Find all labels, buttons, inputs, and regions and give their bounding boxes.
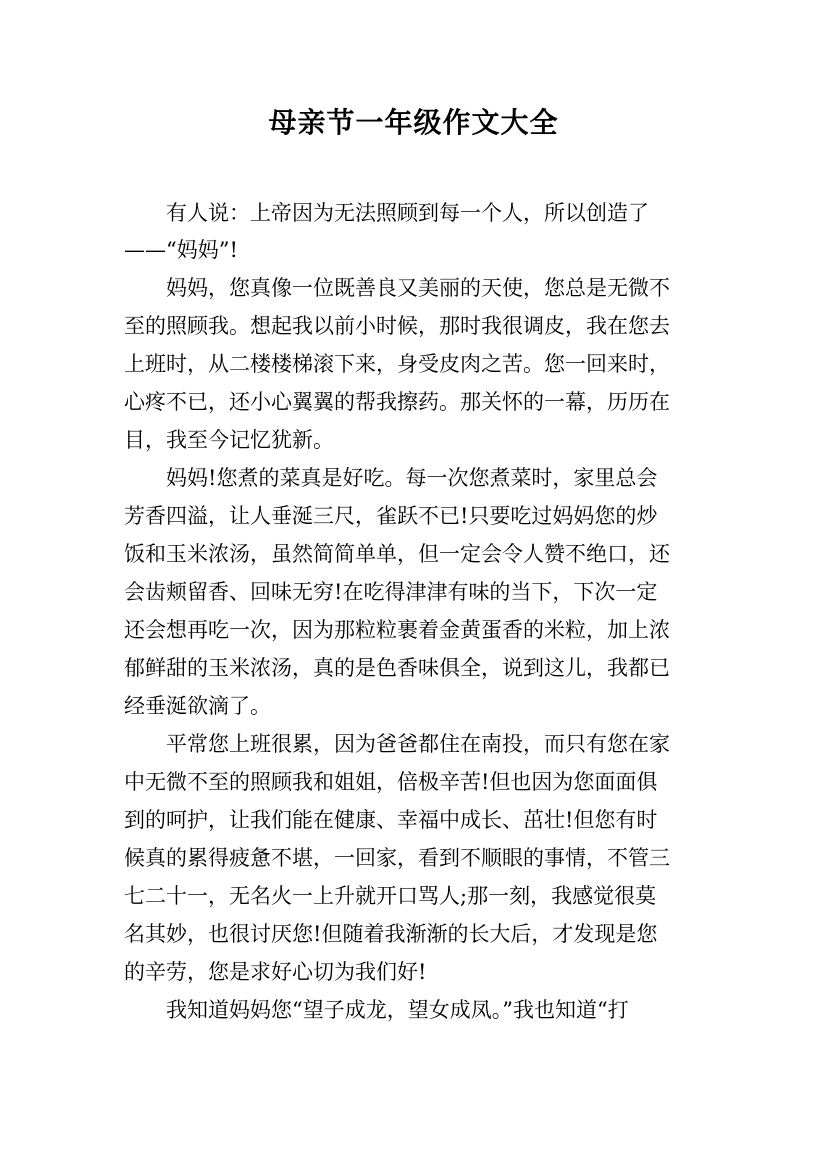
text-line: 上班时，从二楼楼梯滚下来，身受皮肉之苦。您一回来时， <box>124 352 670 376</box>
text-line: 的辛劳，您是求好心切为我们好! <box>124 960 427 984</box>
text-line: 候真的累得疲惫不堪，一回家，看到不顺眼的事情，不管三 <box>124 846 670 870</box>
text-line: 芳香四溢，让人垂涎三尺，雀跃不已!只要吃过妈妈您的炒 <box>124 504 658 528</box>
text-line: 妈妈!您煮的菜真是好吃。每一次您煮菜时，家里总会 <box>166 466 658 490</box>
text-line: 我知道妈妈您“望子成龙，望女成凤。”我也知道“打 <box>166 998 629 1022</box>
text-line: 妈妈，您真像一位既善良又美丽的天使，您总是无微不 <box>166 276 670 300</box>
text-line: ——“妈妈”! <box>124 238 238 262</box>
text-line: 心疼不已，还小心翼翼的帮我擦药。那关怀的一幕，历历在 <box>124 390 670 414</box>
text-line: 饭和玉米浓汤，虽然简简单单，但一定会令人赞不绝口，还 <box>124 542 670 566</box>
text-line: 会齿颊留香、回味无穷!在吃得津津有味的当下，下次一定 <box>124 580 658 604</box>
text-line: 名其妙，也很讨厌您!但随着我渐渐的长大后，才发现是您 <box>124 922 658 946</box>
text-line: 平常您上班很累，因为爸爸都住在南投，而只有您在家 <box>166 732 670 756</box>
text-line: 经垂涎欲滴了。 <box>124 694 271 718</box>
text-line: 郁鲜甜的玉米浓汤，真的是色香味俱全，说到这儿，我都已 <box>124 656 670 680</box>
text-line: 中无微不至的照顾我和姐姐，倍极辛苦!但也因为您面面俱 <box>124 770 658 794</box>
text-line: 还会想再吃一次，因为那粒粒裹着金黄蛋香的米粒，加上浓 <box>124 618 670 642</box>
text-line: 到的呵护，让我们能在健康、幸福中成长、茁壮!但您有时 <box>124 808 658 832</box>
document-title: 母亲节一年级作文大全 <box>268 106 559 139</box>
text-line: 七二十一，无名火一上升就开口骂人;那一刻，我感觉很莫 <box>124 884 657 908</box>
text-line: 目，我至今记忆犹新。 <box>124 428 334 452</box>
text-line: 至的照顾我。想起我以前小时候，那时我很调皮，我在您去 <box>124 314 670 338</box>
text-line: 有人说：上帝因为无法照顾到每一个人，所以创造了 <box>166 201 649 225</box>
